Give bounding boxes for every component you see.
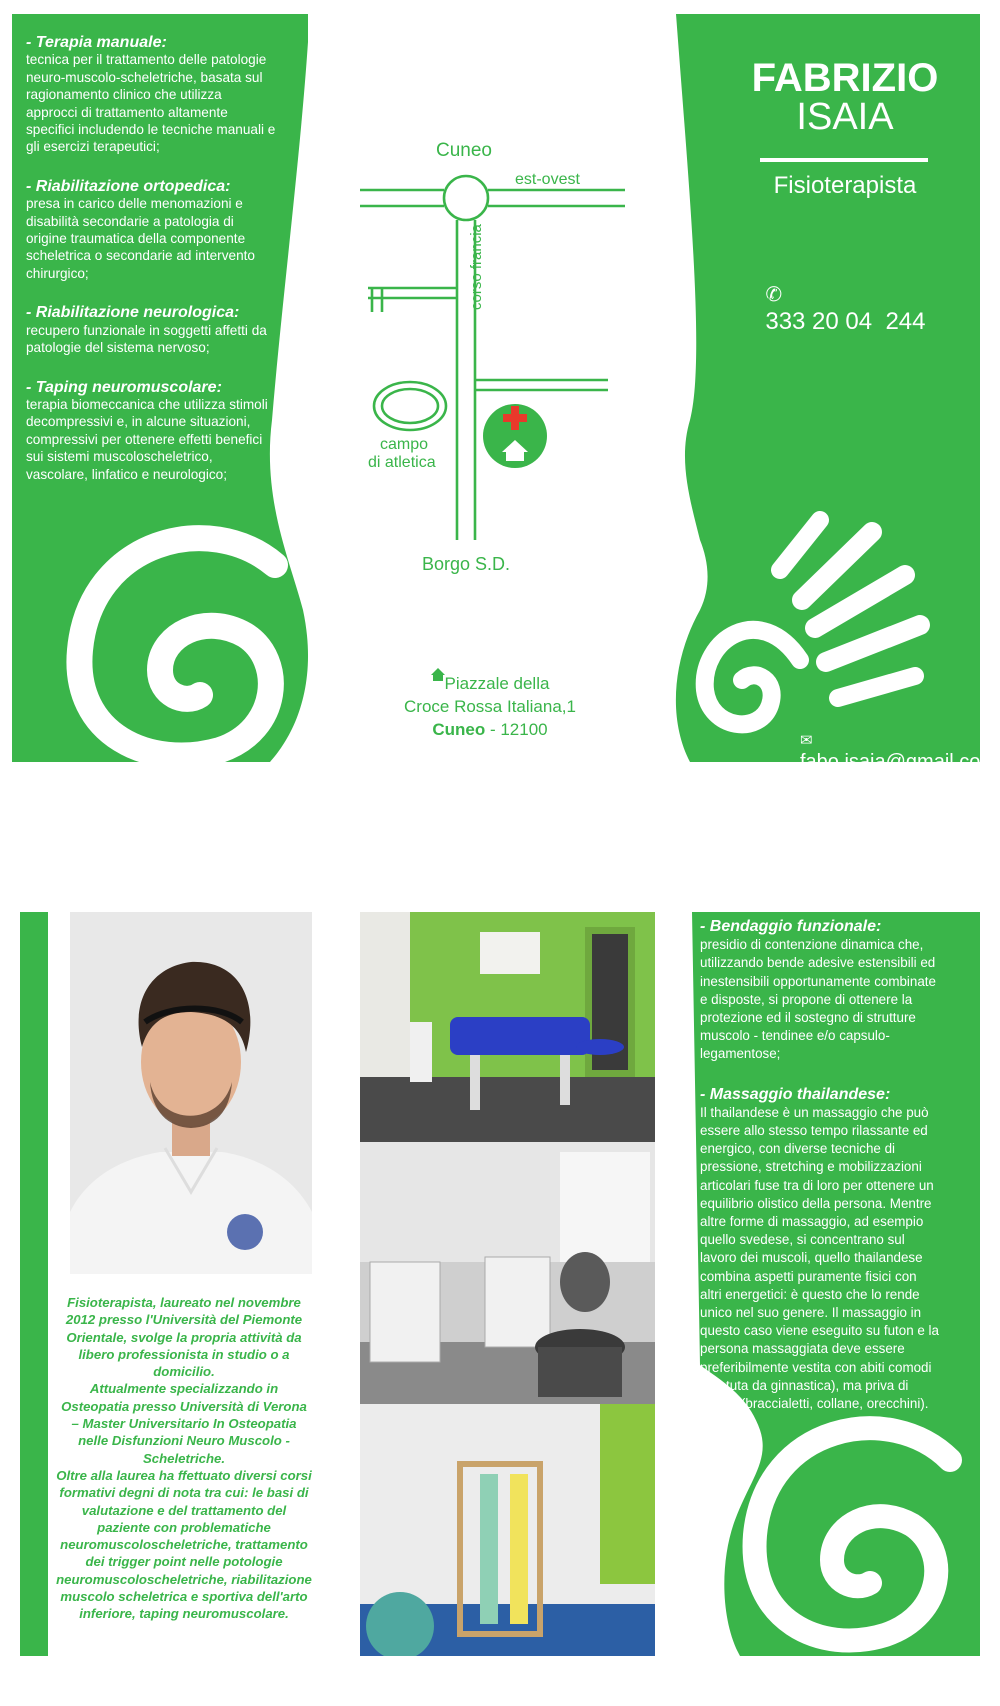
- portrait-photo: [70, 912, 312, 1274]
- studio-photo-treatment-room: [360, 912, 655, 1142]
- map-label-street: corso francia: [468, 224, 485, 310]
- name-first: FABRIZIO: [751, 56, 939, 100]
- bio-text: [56, 1294, 312, 1623]
- phone-line: [752, 252, 926, 336]
- name-block: [720, 58, 970, 136]
- service-desc: recupero funzionale in soggetti affetti da patologie del sistema nervoso;: [26, 322, 267, 356]
- map-label-east-west: est-ovest: [515, 171, 580, 188]
- map-label-field-1: campo: [380, 436, 429, 453]
- address-city: Cuneo: [432, 720, 486, 739]
- email-line[interactable]: [800, 728, 1000, 774]
- phone-number: 333 20 04 244: [765, 308, 926, 335]
- location-map: [360, 176, 625, 540]
- bio-paragraph: Oltre alla laurea ha ffettuato diversi corsi formativi degni di nota tra cui: le basi di valutazione e del trattamento del paziente con problematiche neuromuscoloscheletriche, trattamento dei trigger point nelle potologie neuromuscoloscheletriche, riabilitazione muscolo scheletrica e sportiva dell'arto inferiore, taping neuromuscolare.: [56, 1467, 312, 1622]
- service-item: - Riabilitazione neurologica: recupero funzionale in soggetti affetti da patologie del sistema nervoso;: [26, 304, 267, 356]
- service-desc: presa in carico delle menomazioni e disabilità secondarie a patologia di origine traumatica della componente scheletrica o secondarie ad intervento chirurgico;: [26, 196, 255, 281]
- service-desc: presidio di contenzione dinamica che, utilizzando bende adesive estensibili ed inestensibili opportunamente combinate e disposte, si propone di ottenere la protezione ed il sostegno di strutture muscolo - tendinee e/o capsulo-legamentose;: [700, 937, 936, 1062]
- email-address[interactable]: fabo.isaia@gmail.com: [800, 751, 998, 773]
- role-title: Fisioterapista: [773, 172, 917, 199]
- service-item: - Massaggio thailandese: Il thailandese è un massaggio che può essere allo stesso tempo rilassante ed energico, con diverse tecniche di pressione, stretching e mobilizzazioni articolari fuse tra di loro per ottenere un equilibrio olistico della persona. Mentre altre forme di massaggio, ad esempio quello svedese, si concentrano sul lavoro dei muscoli, quello thailandese combina aspetti puramente fisici con altri energetici: è questo che lo rende unico nel suo genere. Il massaggio in questo caso viene eseguito su futon e la persona massaggiata deve essere preferibilmente vestita con abiti comodi (es. tuta da ginnastica), ma priva di gioielli (braccialetti, collane, orecchini).: [700, 1085, 939, 1412]
- service-title: Terapia manuale: [35, 34, 162, 51]
- services-bottom-list: [700, 918, 940, 1435]
- address-line1: Piazzale della: [444, 674, 550, 693]
- phone-icon: ✆: [765, 284, 783, 306]
- bio-paragraph: Fisioterapista, laureato nel novembre 2012 presso l'Università del Piemonte Orientale, svolge la propria attività da libero professionista in studio o a domicilio.: [65, 1295, 303, 1380]
- service-title: Riabilitazione ortopedica: [35, 177, 226, 195]
- map-label-south: Borgo S.D.: [422, 554, 511, 574]
- studio-photo-gym: [360, 1404, 655, 1656]
- service-title: Massaggio thailandese:: [709, 1085, 891, 1103]
- service-desc: Il thailandese è un massaggio che può essere allo stesso tempo rilassante ed energico, con diverse tecniche di pressione, stretching e mobilizzazioni articolari fuse tra di loro per ottenere un equilibrio olistico della persona. Mentre altre forme di massaggio, ad esempio quello svedese, si concentrano sul lavoro dei muscoli, quello thailandese combina aspetti puramente fisici con altri energetici: è questo che lo rende unico nel suo genere. Il massaggio in questo caso viene eseguito su futon e la persona massaggiata deve essere preferibilmente vestita con abiti comodi (es. tuta da ginnastica), ma priva di gioielli (braccialetti, collane, orecchini).: [700, 1104, 939, 1412]
- address-line2: Croce Rossa Italiana,1: [404, 697, 576, 716]
- address-block: [380, 672, 600, 741]
- map-label-north: Cuneo: [436, 140, 492, 161]
- service-title: Bendaggio funzionale:: [709, 918, 882, 935]
- address-zip: - 12100: [485, 720, 548, 739]
- service-item: - Taping neuromuscolare: terapia biomeccanica che utilizza stimoli decompressivi e, in alcune situazioni, compressivi per ottenere effetti benefici sui sistemi muscoloscheletrico, vascolare, linfatico e neurologico;: [26, 378, 268, 482]
- map-label-field-2: di atletica: [368, 454, 436, 471]
- studio-photo-waiting-room: [360, 1142, 655, 1404]
- service-item: - Bendaggio funzionale: presidio di contenzione dinamica che, utilizzando bende adesive estensibili ed inestensibili opportunamente combinate e disposte, si propone di ottenere la protezione ed il sostegno di strutture muscolo - tendinee e/o capsulo-legamentose;: [700, 918, 936, 1062]
- service-item: - Riabilitazione ortopedica: presa in carico delle menomazioni e disabilità secondarie a patologia di origine traumatica della componente scheletrica o secondarie ad intervento chirurgico;: [26, 177, 255, 281]
- services-top-list: [26, 34, 276, 505]
- mail-icon: ✉: [800, 732, 813, 749]
- service-title: Taping neuromuscolare: [35, 378, 217, 396]
- service-title: Riabilitazione neurologica: [35, 304, 235, 322]
- service-desc: terapia biomeccanica che utilizza stimoli decompressivi e, in alcune situazioni, compressivi per ottenere effetti benefici sui sistemi muscoloscheletrico, vascolare, linfatico e neurologico;: [26, 396, 268, 482]
- name-divider: [760, 158, 928, 162]
- bio-paragraph: Attualmente specializzando in Osteopatia presso Università di Verona – Master Universitario In Osteopatia nelle Disfunzioni Neuro Muscolo - Scheletriche.: [61, 1381, 307, 1466]
- service-desc: tecnica per il trattamento delle patologie neuro-muscolo-scheletriche, basata sul ragionamento clinico che utilizza approcci di trattamento altamente specifici includendo le tecniche manuali e gli esercizi terapeutici;: [26, 52, 276, 155]
- left-strip: [20, 912, 48, 1656]
- name-last: ISAIA: [796, 96, 894, 138]
- service-item: - Terapia manuale: tecnica per il trattamento delle patologie neuro-muscolo-scheletriche, basata sul ragionamento clinico che utilizza approcci di trattamento altamente specifici includendo le tecniche manuali e gli esercizi terapeutici;: [26, 34, 276, 155]
